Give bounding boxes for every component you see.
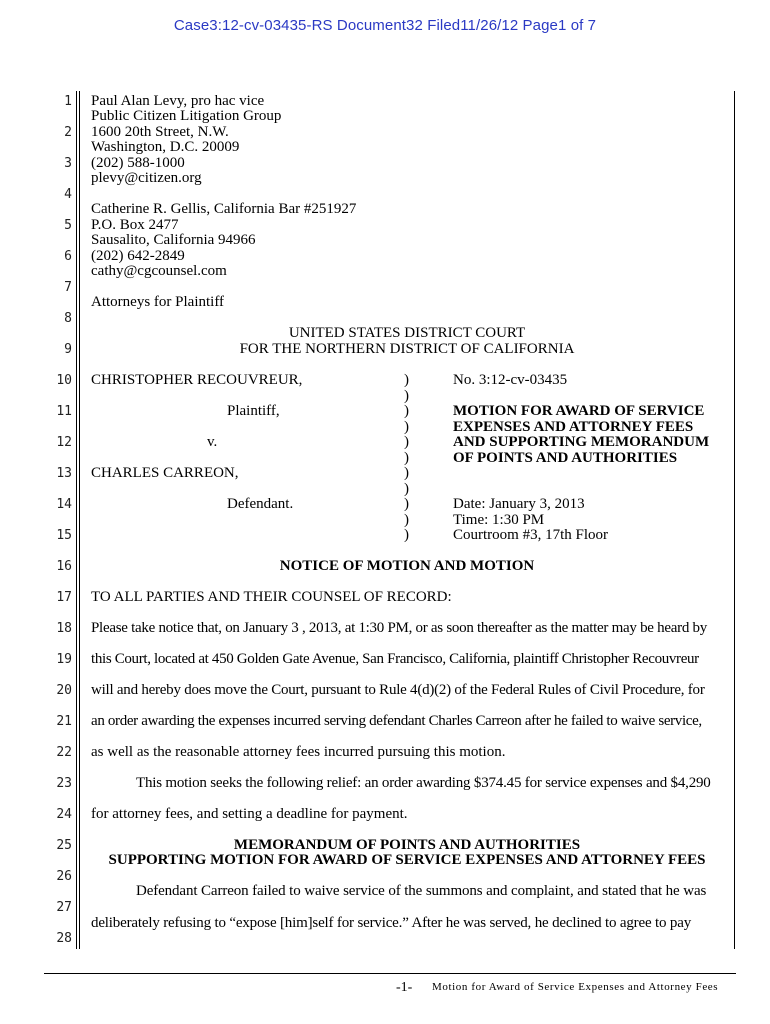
line-number: 21 [56, 714, 72, 729]
counsel-email: cathy@cgcounsel.com [91, 263, 227, 279]
line-number: 22 [56, 745, 72, 760]
paragraph-line: as well as the reasonable attorney fees incurred pursuing this motion. [91, 744, 506, 760]
line-number: 15 [56, 528, 72, 543]
defendant-name: CHARLES CARREON, [91, 465, 239, 481]
counsel-line: (202) 588-1000 [91, 155, 185, 171]
notice-heading: NOTICE OF MOTION AND MOTION [279, 558, 535, 574]
motion-title-line: OF POINTS AND AUTHORITIES [453, 450, 678, 466]
memo-subheading: SUPPORTING MOTION FOR AWARD OF SERVICE EXPENSES AND ATTORNEY FEES [108, 852, 706, 868]
motion-title-line: AND SUPPORTING MEMORANDUM [453, 434, 710, 450]
caption-paren: ) [404, 465, 409, 481]
line-number: 5 [64, 218, 72, 233]
paragraph-line: Defendant Carreon failed to waive service of the summons and complaint, and stated that he was [136, 883, 707, 899]
counsel-line: P.O. Box 2477 [91, 217, 179, 233]
line-number: 18 [56, 621, 72, 636]
paragraph-line: Please take notice that, on January 3 , 2013, at 1:30 PM, or as soon thereafter as the matter may be heard by [91, 620, 707, 636]
line-number: 14 [56, 497, 72, 512]
case-number: No. 3:12-cv-03435 [453, 372, 568, 388]
left-margin-rule-inner [79, 91, 80, 949]
line-number: 2 [64, 125, 72, 140]
counsel-line: Sausalito, California 94966 [91, 232, 256, 248]
line-number: 26 [56, 869, 72, 884]
line-number: 12 [56, 435, 72, 450]
counsel-line: Public Citizen Litigation Group [91, 108, 282, 124]
line-number: 20 [56, 683, 72, 698]
line-number: 27 [56, 900, 72, 915]
motion-title-line: MOTION FOR AWARD OF SERVICE [453, 403, 705, 419]
paragraph-line: an order awarding the expenses incurred serving defendant Charles Carreon after he failed to waive service, [91, 713, 702, 729]
line-number: 7 [64, 280, 72, 295]
caption-paren: ) [404, 481, 409, 497]
caption-paren: ) [404, 403, 409, 419]
court-district: FOR THE NORTHERN DISTRICT OF CALIFORNIA [239, 341, 575, 357]
counsel-line: 1600 20th Street, N.W. [91, 124, 229, 140]
line-number: 23 [56, 776, 72, 791]
caption-paren: ) [404, 419, 409, 435]
counsel-line: Washington, D.C. 20009 [91, 139, 240, 155]
paragraph-line: will and hereby does move the Court, pursuant to Rule 4(d)(2) of the Federal Rules of Civil Procedure, for [91, 682, 705, 698]
motion-title-line: EXPENSES AND ATTORNEY FEES [453, 419, 694, 435]
ecf-header: Case3:12-cv-03435-RS Document32 Filed11/26/12 Page1 of 7 [173, 17, 597, 34]
paragraph-line: deliberately refusing to “expose [him]self for service.” After he was served, he declined to agree to pay [91, 915, 692, 931]
line-number: 6 [64, 249, 72, 264]
right-margin-rule [734, 91, 735, 949]
line-number: 3 [64, 156, 72, 171]
hearing-date: Date: January 3, 2013 [453, 496, 585, 512]
line-number: 8 [64, 311, 72, 326]
counsel-email: plevy@citizen.org [91, 170, 202, 186]
line-number: 9 [64, 342, 72, 357]
court-name: UNITED STATES DISTRICT COURT [288, 325, 526, 341]
line-number: 17 [56, 590, 72, 605]
hearing-time: Time: 1:30 PM [453, 512, 545, 528]
hearing-courtroom: Courtroom #3, 17th Floor [453, 527, 609, 543]
line-number: 19 [56, 652, 72, 667]
plaintiff-role: Plaintiff, [227, 403, 280, 419]
line-number: 11 [56, 404, 72, 419]
caption-paren: ) [404, 388, 409, 404]
addressee: TO ALL PARTIES AND THEIR COUNSEL OF RECORD: [91, 589, 452, 605]
paragraph-line: This motion seeks the following relief: an order awarding $374.45 for service expenses and $4,290 [136, 775, 711, 791]
caption-paren: ) [404, 450, 409, 466]
counsel-line: Paul Alan Levy, pro hac vice [91, 93, 265, 109]
line-number: 16 [56, 559, 72, 574]
plaintiff-name: CHRISTOPHER RECOUVREUR, [91, 372, 303, 388]
counsel-line: Catherine R. Gellis, California Bar #251927 [91, 201, 357, 217]
memo-heading: MEMORANDUM OF POINTS AND AUTHORITIES [233, 837, 581, 853]
page-number: -1- [396, 980, 413, 995]
left-margin-rule [76, 91, 77, 949]
caption-paren: ) [404, 527, 409, 543]
counsel-line: (202) 642-2849 [91, 248, 185, 264]
caption-paren: ) [404, 372, 409, 388]
line-number: 4 [64, 187, 72, 202]
paragraph-line: this Court, located at 450 Golden Gate Avenue, San Francisco, California, plaintiff Christopher Recouvreur [91, 651, 699, 667]
line-number: 10 [56, 373, 72, 388]
footer-title: Motion for Award of Service Expenses and Attorney Fees [432, 981, 719, 993]
line-number: 25 [56, 838, 72, 853]
counsel-role: Attorneys for Plaintiff [91, 294, 225, 310]
caption-paren: ) [404, 434, 409, 450]
caption-paren: ) [404, 496, 409, 512]
footer-rule [44, 973, 736, 974]
line-number: 24 [56, 807, 72, 822]
defendant-role: Defendant. [227, 496, 294, 512]
line-number: 13 [56, 466, 72, 481]
caption-paren: ) [404, 512, 409, 528]
paragraph-line: for attorney fees, and setting a deadline for payment. [91, 806, 408, 822]
versus: v. [207, 434, 218, 450]
line-number: 28 [56, 931, 72, 946]
line-number: 1 [64, 94, 72, 109]
